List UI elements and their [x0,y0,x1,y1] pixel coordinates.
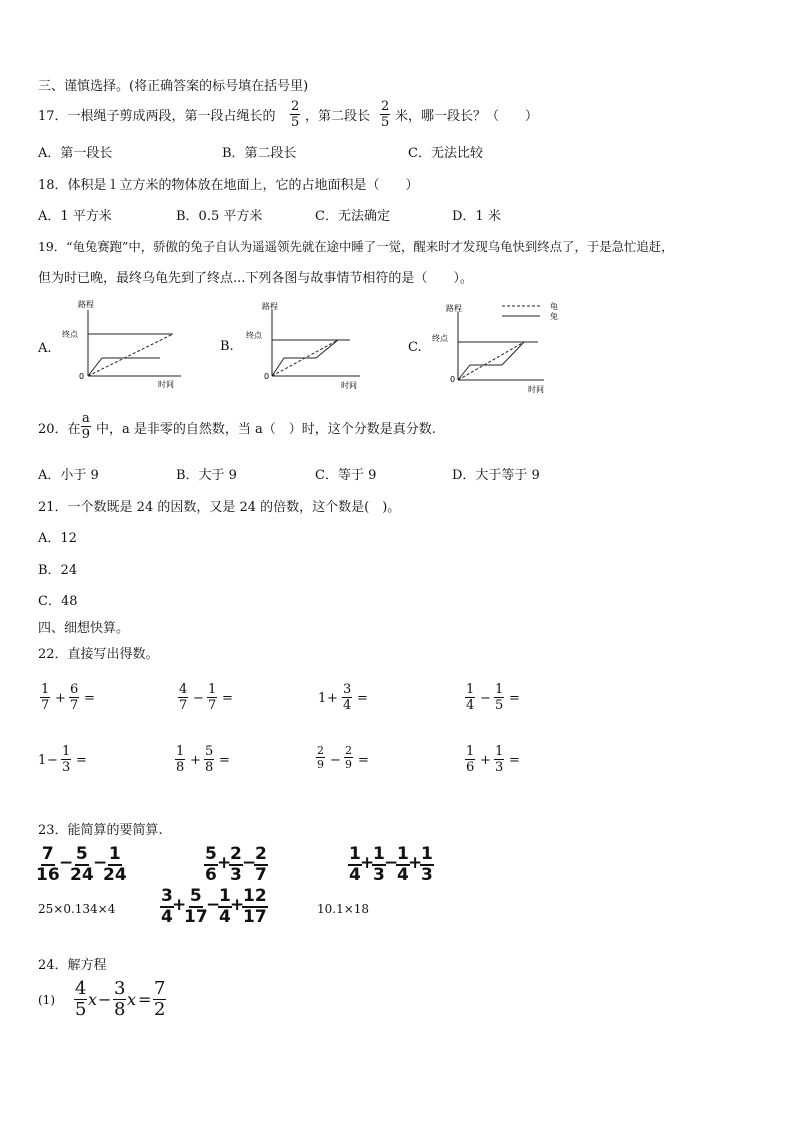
numerator: 2 [381,99,390,114]
legend-rabbit: 兔 [550,312,558,321]
minus-sign: − [47,753,58,768]
q17-fraction-1 [290,100,300,129]
q19-text-line-1: 19．“龟兔赛跑”中，骄傲的兔子自认为遥遥领先就在途中睡了一觉，醒来时才发现乌龟快到终点了，于是急忙追赶， [38,239,674,254]
q19-graph-c [428,298,568,396]
equals-sign: = [357,691,368,706]
minus-sign: − [330,753,341,768]
q19-option-b-label: B. [220,339,234,354]
q20-option-b: B．大于 9 [176,468,237,483]
q18-option-b: B．0.5 平方米 [176,209,263,224]
minus-sign: − [193,691,204,706]
q24-part-label: (1) [38,993,55,1007]
plus-sign: + [408,853,423,873]
plus-sign: + [327,691,338,706]
q22-frac: $\frac{1}{3}$ [62,744,71,775]
plus-sign: + [480,753,491,768]
q23-frac: $\frac{1}{4}$ [397,844,409,885]
equals-sign: = [509,753,520,768]
q18-option-d: D．1 米 [452,209,501,224]
q23-frac: $\frac{5}{6}$ [205,844,217,885]
axis-label-time: 时间 [158,380,174,389]
numerator: 2 [291,99,300,114]
section-4-title: 四、细想快算。 [38,621,130,636]
plus-sign: + [217,853,232,873]
origin-label: 0 [264,372,270,381]
q19-graph-a [56,298,196,390]
q19-graph-b [238,298,373,390]
whole-number: 1 [38,753,47,768]
minus-sign: − [93,853,108,873]
q22-frac: $\frac{1}{7}$ [208,682,217,713]
axis-label-distance: 路程 [78,300,94,309]
finish-label: 终点 [432,334,448,343]
q21-option-c: C．48 [38,594,78,609]
minus-sign: − [59,853,74,873]
equals-sign: = [222,691,233,706]
q20-option-c: C．等于 9 [315,468,377,483]
axis-label-time: 时间 [528,385,544,394]
q17-text-pre: 17．一根绳子剪成两段，第一段占绳长的 [38,109,276,124]
q23-frac: $\frac{2}{7}$ [255,844,267,885]
q21-option-b: B．24 [38,563,78,578]
q22-frac: $\frac{2}{9}$ [317,744,324,771]
q23-frac: $\frac{2}{3}$ [230,844,242,885]
q24-frac: $\frac{3}{8}$ [114,978,126,1020]
q21-option-a: A．12 [38,531,77,546]
plus-sign: + [230,895,245,915]
equals-sign: = [138,990,152,1009]
q21-text: 21．一个数既是 24 的因数，又是 24 的倍数，这个数是( )。 [38,500,401,515]
q18-option-c: C．无法确定 [315,209,390,224]
axis-label-time: 时间 [341,381,357,390]
q22-frac: $\frac{1}{3}$ [495,744,504,775]
q17-option-a: A．第一段长 [38,146,113,161]
q22-frac: $\frac{5}{8}$ [205,744,214,775]
denominator: 9 [81,427,91,442]
minus-sign: − [384,853,399,873]
q18-text: 18．体积是１立方米的物体放在地面上，它的占地面积是（ ） [38,178,419,193]
equals-sign: = [219,753,230,768]
origin-label: 0 [450,375,456,384]
q19-option-a-label: A. [38,341,52,356]
q23-frac: $\frac{5}{24}$ [70,844,94,885]
q22-frac: $\frac{6}{7}$ [70,682,79,713]
equals-sign: = [84,691,95,706]
q19-text-line-2: 但为时已晚，最终乌龟先到了终点...下列各图与故事情节相符的是（ ）。 [38,271,473,286]
finish-label: 终点 [246,331,262,340]
q22-frac: $\frac{1}{8}$ [176,744,185,775]
q23-frac: $\frac{1}{4}$ [219,886,231,927]
q24-frac: $\frac{7}{2}$ [154,978,166,1020]
minus-sign: − [242,853,257,873]
q17-fraction-2 [380,100,390,129]
axis-label-distance: 路程 [262,302,278,311]
q22-frac: $\frac{1}{6}$ [466,744,475,775]
q17-text-post: 米，哪一段长？（ ） [395,109,539,124]
equals-sign: = [509,691,520,706]
variable-x: x [127,990,137,1009]
whole-number: 1 [318,691,327,706]
q23-frac: $\frac{12}{17}$ [243,886,267,927]
q22-frac: $\frac{1}{7}$ [41,682,50,713]
q20-option-d: D．大于等于 9 [452,468,540,483]
q23-frac: $\frac{1}{3}$ [373,844,385,885]
minus-sign: − [206,895,221,915]
q18-option-a: A．1 平方米 [38,209,112,224]
equals-sign: = [358,753,369,768]
q17-option-b: B．第二段长 [222,146,297,161]
q22-frac: $\frac{1}{5}$ [495,682,504,713]
variable-x: x [88,990,98,1009]
plus-sign: + [360,853,375,873]
q24-text: 24．解方程 [38,958,107,973]
q17-option-c: C．无法比较 [408,146,483,161]
q23-frac: $\frac{7}{16}$ [36,844,60,885]
q22-frac: $\frac{3}{4}$ [343,682,352,713]
q22-frac: $\frac{4}{7}$ [179,682,188,713]
finish-label: 终点 [62,330,78,339]
minus-sign: − [480,691,491,706]
legend-tortoise: 龟 [550,302,558,311]
axis-label-distance: 路程 [446,304,462,313]
q22-text: 22．直接写出得数。 [38,647,159,662]
q20-text-post: 中，a 是非零的自然数，当 a（ ）时，这个分数是真分数. [96,422,436,437]
q17-text-mid: ，第二段长 [305,109,371,124]
q22-frac: $\frac{1}{4}$ [466,682,475,713]
numerator: a [82,411,90,426]
q20-text-pre: 20．在 [38,422,81,437]
q23-frac: $\frac{1}{24}$ [103,844,127,885]
denominator: 5 [381,115,390,130]
denominator: 5 [291,115,300,130]
q23-text: 23．能简算的要简算. [38,823,163,838]
plus-sign: + [172,895,187,915]
q23-expression-b: 10.1×18 [317,902,370,916]
q19-option-c-label: C. [408,340,422,355]
q24-frac: $\frac{4}{5}$ [75,978,87,1020]
equals-sign: = [76,753,87,768]
q20-fraction [81,412,91,441]
q20-option-a: A．小于 9 [38,468,99,483]
q22-frac: $\frac{2}{9}$ [345,744,352,771]
plus-sign: + [55,691,66,706]
section-3-title: 三、谨慎选择。(将正确答案的标号填在括号里) [38,79,309,94]
plus-sign: + [190,753,201,768]
q23-frac: $\frac{3}{4}$ [161,886,173,927]
origin-label: 0 [79,372,85,381]
q23-frac: $\frac{5}{17}$ [184,886,208,927]
q23-expression-a: 25×0.134×4 [38,902,116,916]
q23-frac: $\frac{1}{4}$ [349,844,361,885]
minus-sign: − [98,990,112,1009]
q23-frac: $\frac{1}{3}$ [421,844,433,885]
